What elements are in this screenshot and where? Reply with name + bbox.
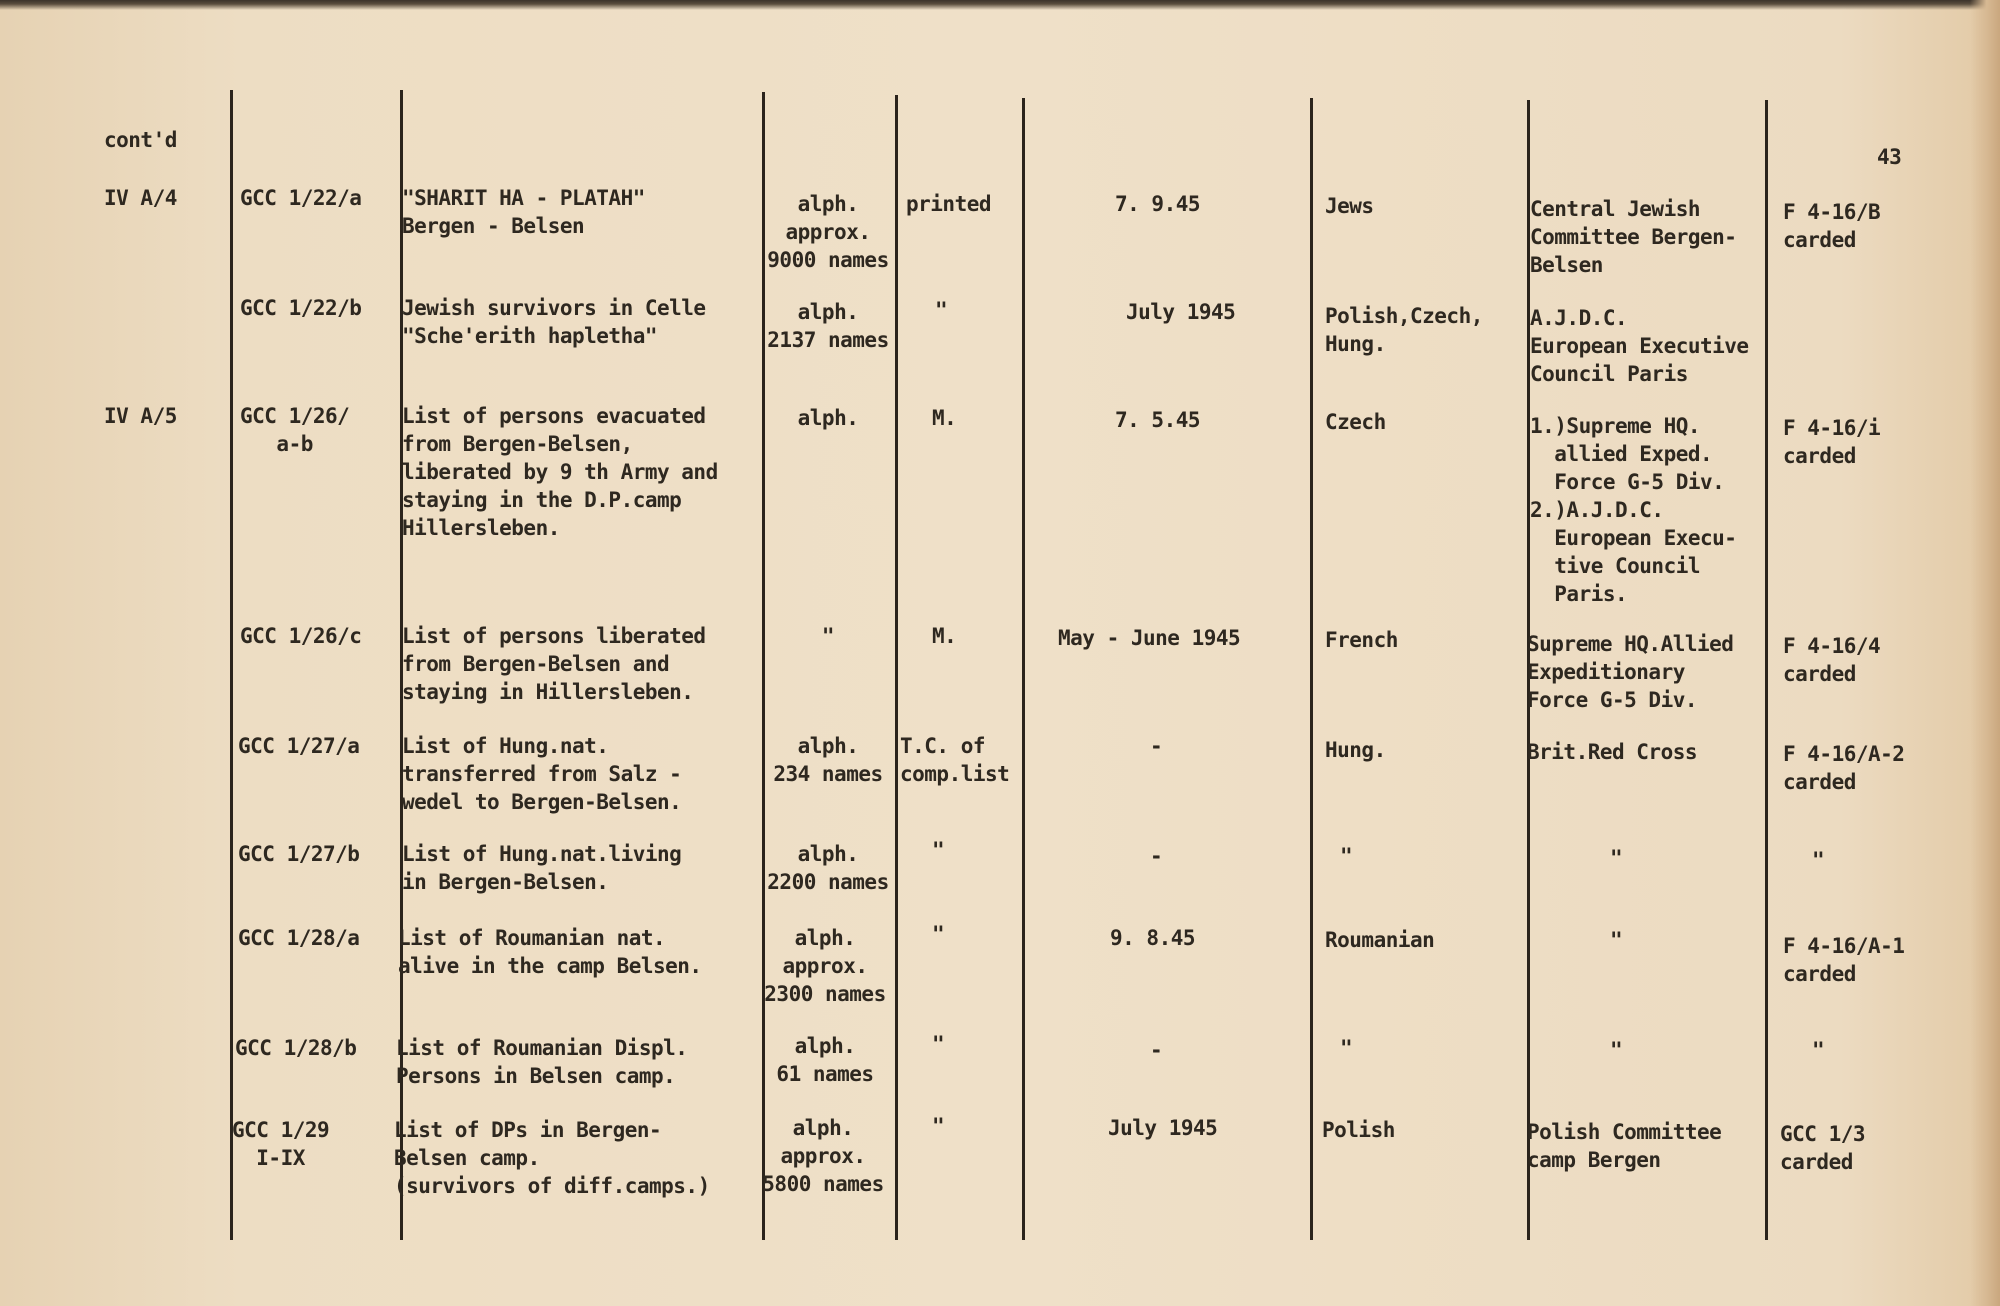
row-9-ref: GCC 1/29 I-IX bbox=[232, 1118, 330, 1170]
row-3-arrangement: alph. bbox=[797, 406, 859, 430]
row-9-nationality: Polish bbox=[1322, 1118, 1395, 1142]
row-1-arrangement: alph. approx. 9000 names bbox=[767, 192, 889, 272]
row-9-title: List of DPs in Bergen- Belsen camp. (survivors of diff.camps.) bbox=[394, 1118, 710, 1198]
row-4-date: May - June 1945 bbox=[1058, 626, 1241, 650]
row-8-date: - bbox=[1150, 1038, 1163, 1062]
row-1-title: "SHARIT HA - PLATAH" Bergen - Belsen bbox=[402, 186, 645, 238]
row-2-arrangement: alph. 2137 names bbox=[767, 300, 889, 352]
row-4-title: List of persons liberated from Bergen-Belsen and staying in Hillersleben. bbox=[402, 624, 706, 704]
row-3-title: List of persons evacuated from Bergen-Belsen, liberated by 9 th Army and staying in the D.P.camp Hillersleben. bbox=[402, 404, 718, 540]
row-4-ref: GCC 1/26/c bbox=[240, 624, 362, 648]
column-rule-6 bbox=[1310, 98, 1313, 1240]
row-4-nationality: French bbox=[1325, 628, 1398, 652]
row-8-source: " bbox=[1610, 1038, 1623, 1062]
page-number: 43 bbox=[1877, 145, 1902, 169]
row-8-location: " bbox=[1812, 1038, 1825, 1062]
row-3-nationality: Czech bbox=[1325, 410, 1386, 434]
row-1-location: F 4-16/B carded bbox=[1783, 200, 1881, 252]
row-4-location: F 4-16/4 carded bbox=[1783, 634, 1881, 686]
row-3-source: 1.)Supreme HQ. allied Exped. Force G-5 Div. 2.)A.J.D.C. European Execu- tive Council Paris. bbox=[1530, 414, 1737, 606]
row-6-arrangement: alph. 2200 names bbox=[767, 842, 889, 894]
row-8-arrangement: alph. 61 names bbox=[776, 1034, 874, 1086]
row-7-source: " bbox=[1610, 928, 1623, 952]
row-2-nationality: Polish,Czech, Hung. bbox=[1325, 304, 1483, 356]
row-5-form: T.C. of comp.list bbox=[900, 734, 1010, 786]
row-6-form: " bbox=[932, 838, 945, 862]
row-2-ref: GCC 1/22/b bbox=[240, 296, 362, 320]
row-9-date: July 1945 bbox=[1108, 1116, 1218, 1140]
row-9-arrangement: alph. approx. 5800 names bbox=[762, 1116, 884, 1196]
row-5-ref: GCC 1/27/a bbox=[238, 734, 360, 758]
row-1-ref: GCC 1/22/a bbox=[240, 186, 362, 210]
row-6-title: List of Hung.nat.living in Bergen-Belsen. bbox=[402, 842, 682, 894]
row-2-source: A.J.D.C. European Executive Council Paris bbox=[1530, 306, 1749, 386]
row-4-form: M. bbox=[932, 624, 957, 648]
row-4-arrangement: " bbox=[821, 624, 835, 648]
row-8-nationality: " bbox=[1340, 1036, 1353, 1060]
page-right-edge bbox=[1970, 0, 2000, 1306]
row-9-location: GCC 1/3 carded bbox=[1780, 1122, 1866, 1174]
row-7-location: F 4-16/A-1 carded bbox=[1783, 934, 1905, 986]
row-3-location: F 4-16/i carded bbox=[1783, 416, 1881, 468]
row-5-arrangement: alph. 234 names bbox=[773, 734, 883, 786]
row-3-date: 7. 5.45 bbox=[1115, 408, 1201, 432]
row-5-source: Brit.Red Cross bbox=[1527, 740, 1698, 764]
row-6-date: - bbox=[1150, 844, 1163, 868]
row-5-nationality: Hung. bbox=[1325, 738, 1386, 762]
row-1-section: IV A/4 bbox=[104, 186, 177, 210]
row-5-location: F 4-16/A-2 carded bbox=[1783, 742, 1905, 794]
row-1-source: Central Jewish Committee Bergen- Belsen bbox=[1530, 197, 1737, 277]
row-4-source: Supreme HQ.Allied Expeditionary Force G-5 Div. bbox=[1527, 632, 1734, 712]
row-2-date: July 1945 bbox=[1126, 300, 1236, 324]
row-7-arrangement: alph. approx. 2300 names bbox=[764, 926, 886, 1006]
row-3-section: IV A/5 bbox=[104, 404, 177, 428]
row-9-source: Polish Committee camp Bergen bbox=[1527, 1120, 1722, 1172]
row-2-form: " bbox=[935, 298, 948, 322]
page-top-shadow bbox=[0, 0, 2000, 10]
row-9-form: " bbox=[932, 1114, 945, 1138]
row-3-ref: GCC 1/26/ a-b bbox=[240, 404, 350, 456]
row-5-title: List of Hung.nat. transferred from Salz - wedel to Bergen-Belsen. bbox=[402, 734, 682, 814]
row-8-form: " bbox=[932, 1032, 945, 1056]
row-7-title: List of Roumanian nat. alive in the camp Belsen. bbox=[398, 926, 702, 978]
row-8-ref: GCC 1/28/b bbox=[235, 1036, 357, 1060]
row-8-title: List of Roumanian Displ. Persons in Belsen camp. bbox=[396, 1036, 688, 1088]
row-6-nationality: " bbox=[1340, 844, 1353, 868]
column-rule-1 bbox=[230, 90, 233, 1240]
row-5-date: - bbox=[1150, 734, 1163, 758]
contd-label: cont'd bbox=[104, 128, 177, 152]
row-1-nationality: Jews bbox=[1325, 194, 1374, 218]
row-6-location: " bbox=[1812, 848, 1825, 872]
row-1-date: 7. 9.45 bbox=[1115, 192, 1201, 216]
row-6-source: " bbox=[1610, 846, 1623, 870]
column-rule-8 bbox=[1765, 100, 1768, 1240]
row-2-title: Jewish survivors in Celle "Sche'erith hapletha" bbox=[402, 296, 706, 348]
row-7-form: " bbox=[932, 922, 945, 946]
row-7-nationality: Roumanian bbox=[1325, 928, 1435, 952]
row-7-date: 9. 8.45 bbox=[1110, 926, 1196, 950]
row-6-ref: GCC 1/27/b bbox=[238, 842, 360, 866]
row-7-ref: GCC 1/28/a bbox=[238, 926, 360, 950]
row-1-form: printed bbox=[906, 192, 992, 216]
column-rule-4 bbox=[895, 95, 898, 1240]
column-rule-5 bbox=[1022, 98, 1025, 1240]
row-3-form: M. bbox=[932, 406, 957, 430]
